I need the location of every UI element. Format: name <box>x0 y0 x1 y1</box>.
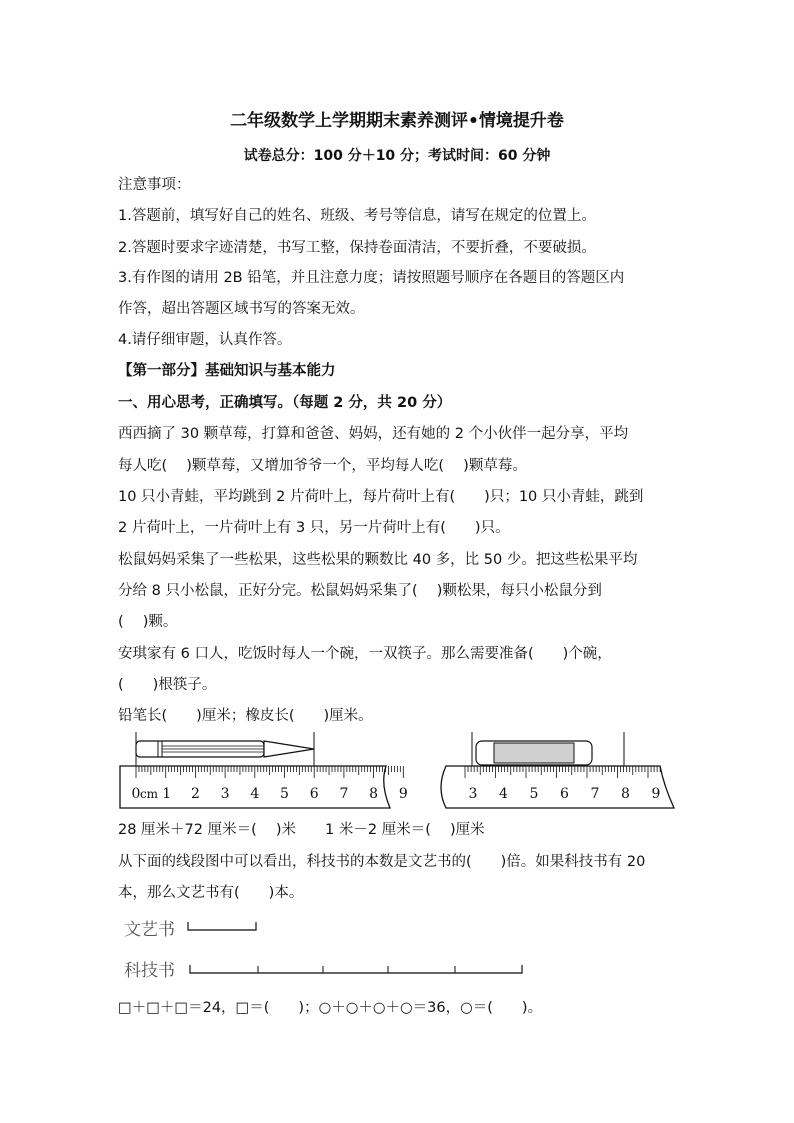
note-item: 作答，超出答题区域书写的答案无效。 <box>118 301 365 317</box>
ruler-label: 5 <box>529 786 539 802</box>
ruler-label: 6 <box>309 786 319 802</box>
ruler-label: 5 <box>280 786 289 802</box>
ruler-label: 9 <box>651 786 661 802</box>
ruler-label: 6 <box>560 786 569 802</box>
segment-tech <box>190 965 522 973</box>
ruler-label: 3 <box>220 786 230 802</box>
segment-diagram <box>118 910 538 984</box>
question-line: 从下面的线段图中可以看出，科技书的本数是文艺书的( )倍。如果科技书有 20 <box>118 854 646 870</box>
question-line: ( )根筷子。 <box>118 677 217 693</box>
ruler-label: 4 <box>250 786 260 802</box>
ruler-label: 8 <box>369 786 379 802</box>
ruler-label: cm <box>139 787 159 801</box>
part-heading: 【第一部分】基础知识与基本能力 <box>118 363 336 379</box>
question-line: 松鼠妈妈采集了一些松果，这些松果的颗数比 40 多，比 50 少。把这些松果平均 <box>118 552 638 568</box>
ruler-label: 8 <box>621 786 630 802</box>
segment-label-tech: 科技书 <box>124 961 175 981</box>
ruler-label: 3 <box>468 786 478 802</box>
question-line: 西西摘了 30 颗草莓，打算和爸爸、妈妈，还有她的 2 个小伙伴一起分享，平均 <box>118 426 629 442</box>
segment-label-art: 文艺书 <box>124 920 175 940</box>
note-item: 3.有作图的请用 2B 铅笔，并且注意力度；请按照题号顺序在各题目的答题区内 <box>118 270 625 286</box>
question-line: 28 厘米＋72 厘米＝( )米 1 米－2 厘米＝( )厘米 <box>118 822 485 838</box>
question-line: 每人吃( )颗草莓，又增加爷爷一个，平均每人吃( )颗草莓。 <box>118 458 527 474</box>
question-line: 10 只小青蛙，平均跳到 2 片荷叶上，每片荷叶上有( )只；10 只小青蛙，跳到 <box>118 489 644 505</box>
question-line: 铅笔长( )厘米；橡皮长( )厘米。 <box>118 708 373 724</box>
ruler-label: 0 <box>131 786 141 802</box>
page-title: 二年级数学上学期期末素养测评•情境提升卷 <box>230 111 564 131</box>
eraser-icon <box>476 741 592 765</box>
ruler-figure <box>118 730 678 810</box>
note-item: 1.答题前，填写好自己的姓名、班级、考号等信息，请写在规定的位置上。 <box>118 208 596 224</box>
question-line: 本，那么文艺书有( )本。 <box>118 885 304 901</box>
ruler-label: 7 <box>339 786 349 802</box>
question-line: 2 片荷叶上，一片荷叶上有 3 只，另一片荷叶上有( )只。 <box>118 520 510 536</box>
ruler-label: 1 <box>162 786 172 802</box>
ruler-label: 4 <box>499 786 508 802</box>
note-item: 4.请仔细审题，认真作答。 <box>118 332 292 348</box>
page-subtitle: 试卷总分：100 分＋10 分；考试时间：60 分钟 <box>243 148 551 164</box>
pencil-icon <box>136 741 314 757</box>
segment-art <box>188 922 256 930</box>
note-item: 2.答题时要求字迹清楚，书写工整，保持卷面清洁，不要折叠，不要破损。 <box>118 240 596 256</box>
ruler-label: 9 <box>398 786 408 802</box>
notes-heading: 注意事项： <box>118 177 191 193</box>
question-line: 安琪家有 6 口人，吃饭时每人一个碗，一双筷子。那么需要准备( )个碗， <box>118 646 612 662</box>
question-line: ( )颗。 <box>118 614 178 630</box>
ruler-label: 7 <box>590 786 600 802</box>
ruler-label: 2 <box>190 786 200 802</box>
question-line: □＋□＋□＝24，□＝( )；○＋○＋○＋○＝36，○＝( )。 <box>118 1000 543 1016</box>
question-line: 分给 8 只小松鼠，正好分完。松鼠妈妈采集了( )颗松果，每只小松鼠分到 <box>118 583 602 599</box>
section-heading: 一、用心思考，正确填写。（每题 2 分，共 20 分） <box>118 395 452 411</box>
